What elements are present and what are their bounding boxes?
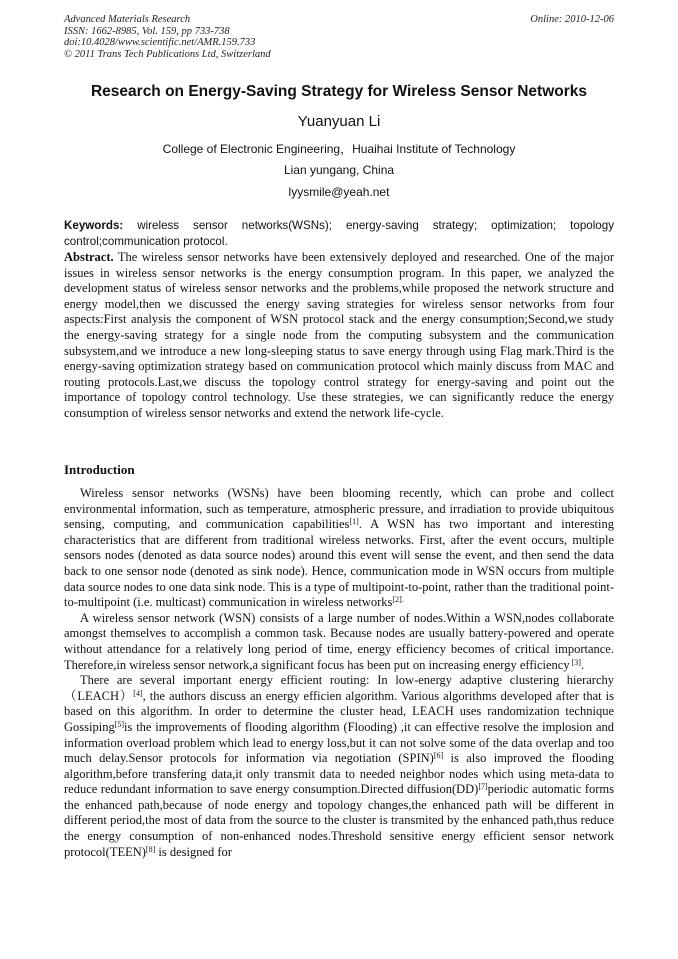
paragraph-text: periodic automatic forms the enhanced path,because of node energy and topology changes,the enhanced path will be different in different period,the most of data from the source to the cluster is transmited by the enhanced path,thus reduce the energy consumption of non-enhanced nodes.Threshold sensitive energy efficient sensor network protocol(TEEN) bbox=[64, 782, 614, 859]
paragraph-text: . A WSN has two important and interesting characteristics that are different from traditional wireless networks. First, after the event occurs, multiple sensors nodes (denoted as data source nodes) around this event will sense the event, and then send the data back to one sensor node (denoted as sink node). Hence, communication mode in WSN occurs from multiple data source nodes to one data sink node. This is a type of multipoint-to-point, rather than the traditional point-to-multipoint (i.e. multicast) communication in wireless networks bbox=[64, 517, 615, 610]
paragraph-text: is the improvements of flooding algorithm (Flooding) ,it can effective resolve the implosion and information overload problem which lead to energy loss,but it can not solve some of the data overlap and too much delay.Sensor protocols for information via negotiation (SPIN) bbox=[64, 719, 614, 766]
affiliation-city: Lian yungang, China bbox=[283, 163, 395, 177]
paragraph-text: , the authors discuss an energy efficien algorithm. Various algorithms developed after that is based on this algorithm. In order to determine the cluster head, LEACH uses randomization technique Gossiping bbox=[64, 688, 614, 734]
intro-paragraph bbox=[64, 611, 614, 673]
journal-name: Advanced Materials Research bbox=[64, 14, 191, 25]
citation-ref[interactable]: [7] bbox=[478, 782, 488, 792]
author-name: Yuanyuan Li bbox=[297, 113, 381, 130]
issn-line: ISSN: 1662-8985, Vol. 159, pp 733-738 bbox=[64, 25, 230, 37]
abstract-text: The wireless sensor networks have been extensively deployed and researched. One of the major issues in wireless sensor networks is the energy consumption program. In this paper, we analyzed the development status of wireless sensor networks and the problems,while proposed the network structure and energy model,then we discussed the energy saving strategies for wireless sensor networks from four aspects:First analysis the component of WSN protocol stack and the energy consumption;Second,we study the energy-saving strategy for a single node from the computing subsystem and the communication subsystem,and we introduce a new long-sleeping status to save energy through using Flag mark.Third is the energy-saving optimization strategy based on communication protocol which mainly discuss from MAC and routing protocols.Last,we discuss the topology control strategy for energy-saving and point out the importance of topology control technology. Use these strategies, we can significantly reduce the energy consumption of wireless sensor networks and extend the network life-cycle. bbox=[64, 250, 614, 420]
keywords-text: wireless sensor networks(WSNs); energy-saving strategy; optimization; topology control;communication protocol. bbox=[64, 219, 614, 248]
doi-line: doi:10.4028/www.scientific.net/AMR.159.733 bbox=[64, 37, 256, 49]
author-email: lyysmile@yeah.net bbox=[288, 185, 390, 199]
paragraph-text: There are several important energy efficient routing: In low-energy adaptive clustering hierarchy（LEACH） bbox=[64, 673, 614, 703]
affiliation-college: College of Electronic Engineering，Huaihai Institute of Technology bbox=[162, 142, 516, 156]
online-date: Online: 2010-12-06 bbox=[530, 14, 614, 25]
introduction-body bbox=[64, 486, 614, 860]
intro-paragraph bbox=[64, 673, 614, 860]
paragraph-text: Wireless sensor networks (WSNs) have been blooming recently, which can probe and collect environmental information, such as temperature, atmospheric pressure, and irradiation to provide ubiquitous sensing, computing, and communication capabilities bbox=[64, 486, 614, 532]
section-heading-introduction: Introduction bbox=[64, 462, 135, 477]
journal-header bbox=[64, 14, 271, 60]
citation-ref[interactable]: [1] bbox=[349, 517, 359, 527]
copyright-line: © 2011 Trans Tech Publications Ltd, Switzerland bbox=[64, 48, 271, 60]
paper-title: Research on Energy-Saving Strategy for Wireless Sensor Networks bbox=[90, 83, 588, 100]
citation-ref[interactable]: [5] bbox=[114, 719, 125, 729]
paragraph-text: is also improved the flooding algorithm,before transfering data,it only transmit data to needed neighbor nodes which using meta-data to reduce redundant information to save energy consumption.Directed diffusion(DD) bbox=[64, 751, 614, 797]
citation-ref[interactable]: [8] bbox=[145, 844, 156, 854]
paragraph-text: is designed for bbox=[155, 844, 232, 859]
citation-ref[interactable]: [6] bbox=[433, 751, 444, 761]
keywords bbox=[64, 218, 614, 249]
abstract-label: Abstract. bbox=[64, 250, 114, 264]
citation-ref[interactable]: [4] bbox=[133, 688, 143, 698]
abstract bbox=[64, 250, 614, 422]
intro-paragraph bbox=[64, 486, 614, 611]
citation-ref[interactable]: [2]. bbox=[392, 595, 404, 605]
citation-ref[interactable]: [3] bbox=[569, 657, 581, 667]
keywords-label: Keywords: bbox=[64, 219, 124, 232]
paragraph-text: A wireless sensor network (WSN) consists of a large number of nodes.Within a WSN,nodes collaborate amongst themselves to accomplish a common task. Because nodes are usually battery-powered and operate without attendance for a relatively long period of time, energy efficiency becomes of critical importance. Therefore,in wireless sensor network,a significant focus has been put on increasing energy efficiency bbox=[64, 610, 614, 672]
paragraph-text: . bbox=[580, 657, 585, 672]
